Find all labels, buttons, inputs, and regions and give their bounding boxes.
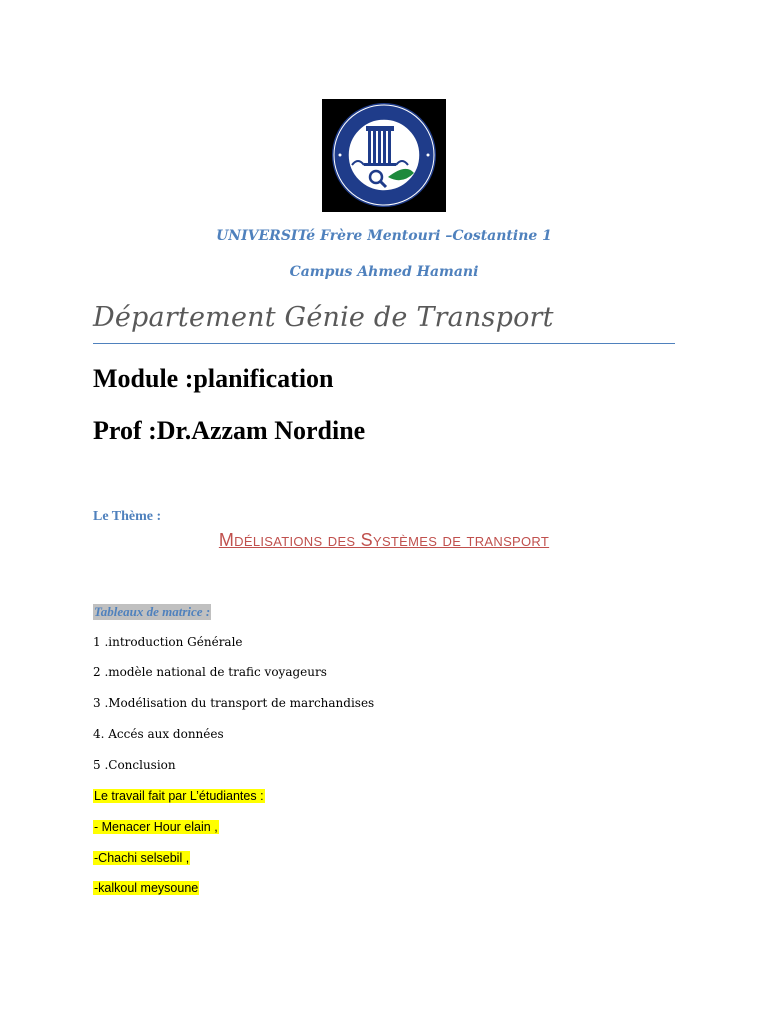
contents-item: 1 .introduction Générale: [93, 635, 243, 649]
university-logo: [322, 99, 446, 212]
university-name: UNIVERSITé Frère Mentouri –Costantine 1: [216, 228, 552, 244]
theme-title: Mdélisations des Systèmes de transport: [218, 530, 550, 550]
university-seal-icon: [322, 99, 446, 212]
campus-name: Campus Ahmed Hamani: [289, 264, 479, 280]
title-divider: [93, 343, 675, 344]
students-intro: Le travail fait par L’étudiantes :: [94, 789, 264, 803]
student-name: - Menacer Hour elain ,: [94, 820, 218, 834]
contents-item: 2 .modèle national de trafic voyageurs: [93, 665, 327, 679]
contents-item: 3 .Modélisation du transport de marchandises: [93, 696, 375, 710]
contents-item: 4. Accés aux données: [93, 727, 224, 741]
professor-line: Prof :Dr.Azzam Nordine: [93, 416, 366, 445]
contents-heading: Tableaux de matrice :: [94, 604, 211, 619]
department-title: Département Génie de Transport: [93, 302, 554, 333]
student-name: -kalkoul meysoune: [94, 881, 199, 895]
contents-item: 5 .Conclusion: [93, 758, 176, 772]
module-line: Module :planification: [93, 364, 334, 393]
theme-label: Le Thème :: [93, 509, 162, 524]
student-name: -Chachi selsebil ,: [94, 851, 190, 865]
